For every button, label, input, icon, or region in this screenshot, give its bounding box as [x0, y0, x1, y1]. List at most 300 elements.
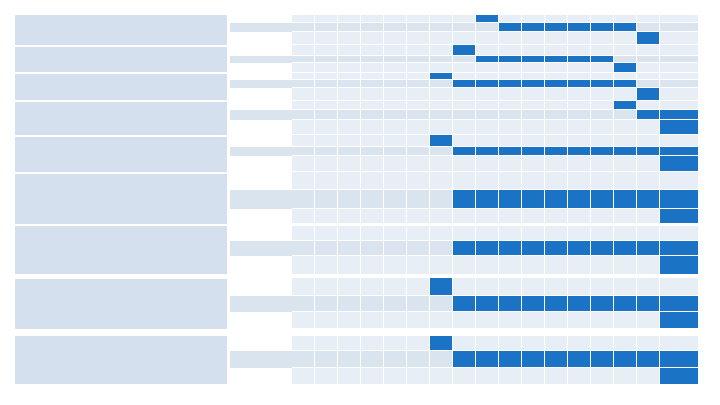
gantt-bar-cell [522, 23, 545, 32]
gantt-cell [522, 368, 545, 385]
gantt-bar-cell [637, 110, 660, 120]
gantt-bar-cell [545, 80, 568, 88]
gantt-cell [407, 101, 430, 110]
gantt-cell [292, 256, 315, 275]
gantt-cell [499, 312, 522, 329]
gantt-cell [384, 120, 407, 135]
gantt-bar-cell [453, 80, 476, 88]
gantt-cell [499, 256, 522, 275]
gantt-cell [660, 135, 699, 147]
gantt-cell [315, 88, 338, 101]
gantt-bar-cell [614, 241, 637, 256]
gantt-cell [568, 135, 591, 147]
gantt-cell [499, 226, 522, 241]
gantt-cell [522, 226, 545, 241]
gantt-cell [545, 312, 568, 329]
gantt-cell [384, 296, 407, 312]
gantt-cell [361, 80, 384, 88]
gantt-cell [637, 45, 660, 56]
gantt-cell [568, 278, 591, 296]
gantt-bar-cell [591, 190, 614, 209]
gantt-bar-cell [614, 190, 637, 209]
gantt-cell [361, 101, 384, 110]
gantt-cell [453, 312, 476, 329]
gantt-cell [476, 101, 499, 110]
gantt-bar-cell [637, 241, 660, 256]
phase-label [230, 241, 292, 256]
gantt-cell [430, 256, 453, 275]
gantt-cell [499, 101, 522, 110]
gantt-cell [660, 278, 699, 296]
gantt-cell [476, 63, 499, 73]
gantt-cell [568, 15, 591, 23]
gantt-cell [614, 73, 637, 80]
gantt-bar-cell [614, 23, 637, 32]
gantt-cell [522, 172, 545, 190]
gantt-cell [637, 80, 660, 88]
gantt-cell [545, 226, 568, 241]
gantt-cell [407, 45, 430, 56]
gantt-cell [499, 63, 522, 73]
gantt-cell [522, 156, 545, 172]
gantt-bar-cell [660, 110, 699, 120]
gantt-cell [591, 88, 614, 101]
gantt-cell [568, 172, 591, 190]
phase-label [230, 110, 292, 120]
phase-label [230, 172, 292, 190]
gantt-cell [614, 45, 637, 56]
gantt-cell [614, 56, 637, 63]
gantt-bar-cell [660, 120, 699, 135]
gantt-cell [407, 56, 430, 63]
gantt-cell [545, 45, 568, 56]
gantt-cell [545, 101, 568, 110]
gantt-cell [292, 32, 315, 45]
gantt-cell [338, 80, 361, 88]
gantt-cell [568, 312, 591, 329]
gantt-cell [568, 336, 591, 351]
gantt-bar-cell [476, 351, 499, 368]
gantt-cell [476, 45, 499, 56]
gantt-cell [361, 135, 384, 147]
gantt-cell [384, 45, 407, 56]
gantt-cell [568, 101, 591, 110]
gantt-cell [292, 56, 315, 63]
phase-label [230, 135, 292, 147]
gantt-cell [430, 241, 453, 256]
gantt-cell [453, 172, 476, 190]
gantt-cell [614, 209, 637, 224]
gantt-cell [614, 120, 637, 135]
gantt-cell [499, 156, 522, 172]
gantt-cell [361, 226, 384, 241]
gantt-cell [476, 156, 499, 172]
gantt-cell [338, 351, 361, 368]
phase-label [230, 63, 292, 73]
gantt-bar-cell [591, 56, 614, 63]
gantt-cell [499, 45, 522, 56]
gantt-cell [591, 278, 614, 296]
gantt-cell [430, 120, 453, 135]
phase-label [230, 351, 292, 368]
gantt-cell [545, 88, 568, 101]
gantt-cell [637, 312, 660, 329]
gantt-cell [361, 296, 384, 312]
gantt-cell [637, 209, 660, 224]
phase-label [230, 88, 292, 101]
gantt-cell [545, 73, 568, 80]
gantt-cell [338, 32, 361, 45]
gantt-cell [361, 351, 384, 368]
gantt-cell [522, 336, 545, 351]
gantt-cell [407, 110, 430, 120]
gantt-cell [637, 278, 660, 296]
gantt-cell [568, 88, 591, 101]
gantt-cell [407, 156, 430, 172]
gantt-bar-cell [430, 73, 453, 80]
gantt-cell [384, 32, 407, 45]
gantt-cell [338, 209, 361, 224]
gantt-cell [338, 241, 361, 256]
gantt-bar-cell [591, 351, 614, 368]
gantt-cell [660, 226, 699, 241]
gantt-bar-cell [453, 190, 476, 209]
gantt-cell [430, 80, 453, 88]
gantt-bar-cell [614, 63, 637, 73]
task-name [77, 226, 227, 274]
phase-label [230, 101, 292, 110]
gantt-cell [430, 88, 453, 101]
gantt-cell [453, 256, 476, 275]
gantt-bar-cell [568, 147, 591, 156]
gantt-bar-cell [476, 56, 499, 63]
gantt-cell [361, 63, 384, 73]
gantt-cell [476, 73, 499, 80]
gantt-cell [315, 135, 338, 147]
phase-label [230, 336, 292, 351]
gantt-bar-cell [476, 15, 499, 23]
gantt-cell [338, 101, 361, 110]
gantt-cell [499, 32, 522, 45]
gantt-cell [453, 336, 476, 351]
gantt-bar-cell [637, 32, 660, 45]
gantt-cell [292, 23, 315, 32]
gantt-cell [499, 15, 522, 23]
gantt-bar-cell [545, 190, 568, 209]
gantt-cell [338, 88, 361, 101]
gantt-cell [591, 256, 614, 275]
gantt-cell [338, 135, 361, 147]
gantt-cell [315, 190, 338, 209]
gantt-bar-cell [522, 56, 545, 63]
gantt-cell [660, 63, 699, 73]
phase-label [230, 15, 292, 23]
gantt-cell [407, 172, 430, 190]
gantt-cell [522, 312, 545, 329]
gantt-cell [522, 32, 545, 45]
gantt-cell [407, 296, 430, 312]
gantt-cell [591, 32, 614, 45]
gantt-cell [522, 278, 545, 296]
task-name [77, 15, 227, 45]
gantt-cell [568, 256, 591, 275]
gantt-cell [292, 226, 315, 241]
gantt-cell [637, 101, 660, 110]
gantt-cell [614, 156, 637, 172]
gantt-cell [476, 120, 499, 135]
gantt-bar-cell [476, 80, 499, 88]
gantt-cell [453, 88, 476, 101]
gantt-cell [315, 296, 338, 312]
gantt-cell [384, 101, 407, 110]
gantt-cell [292, 190, 315, 209]
gantt-cell [430, 190, 453, 209]
gantt-cell [430, 56, 453, 63]
gantt-cell [338, 172, 361, 190]
gantt-cell [522, 15, 545, 23]
phase-label [230, 190, 292, 209]
task-number [15, 336, 77, 384]
gantt-bar-cell [614, 296, 637, 312]
gantt-cell [430, 32, 453, 45]
gantt-bar-cell [499, 296, 522, 312]
gantt-cell [430, 172, 453, 190]
gantt-cell [384, 312, 407, 329]
gantt-cell [315, 312, 338, 329]
gantt-cell [522, 120, 545, 135]
gantt-cell [499, 88, 522, 101]
gantt-cell [338, 63, 361, 73]
gantt-cell [361, 56, 384, 63]
gantt-cell [476, 172, 499, 190]
gantt-cell [591, 135, 614, 147]
gantt-cell [384, 135, 407, 147]
task-number [15, 137, 77, 172]
gantt-cell [315, 56, 338, 63]
gantt-cell [407, 120, 430, 135]
gantt-bar-cell [499, 241, 522, 256]
gantt-cell [453, 32, 476, 45]
gantt-bar-cell [568, 241, 591, 256]
gantt-cell [614, 172, 637, 190]
phase-label [230, 256, 292, 275]
gantt-cell [614, 278, 637, 296]
gantt-cell [453, 73, 476, 80]
gantt-cell [430, 351, 453, 368]
gantt-cell [591, 73, 614, 80]
gantt-cell [591, 120, 614, 135]
gantt-cell [430, 296, 453, 312]
gantt-cell [453, 110, 476, 120]
gantt-cell [476, 256, 499, 275]
gantt-cell [430, 101, 453, 110]
gantt-bar-cell [591, 296, 614, 312]
gantt-cell [476, 336, 499, 351]
gantt-cell [361, 368, 384, 385]
gantt-cell [545, 209, 568, 224]
gantt-cell [338, 147, 361, 156]
gantt-cell [292, 88, 315, 101]
gantt-cell [660, 32, 699, 45]
task-name [77, 102, 227, 135]
gantt-cell [315, 172, 338, 190]
gantt-cell [384, 80, 407, 88]
gantt-cell [660, 336, 699, 351]
phase-label [230, 312, 292, 329]
gantt-cell [338, 256, 361, 275]
task-number [15, 47, 77, 72]
gantt-cell [568, 368, 591, 385]
gantt-cell [522, 45, 545, 56]
gantt-cell [660, 172, 699, 190]
gantt-cell [384, 241, 407, 256]
gantt-cell [338, 23, 361, 32]
gantt-cell [361, 32, 384, 45]
gantt-cell [407, 256, 430, 275]
gantt-cell [499, 110, 522, 120]
gantt-cell [568, 45, 591, 56]
gantt-cell [430, 63, 453, 73]
gantt-cell [453, 101, 476, 110]
gantt-cell [292, 241, 315, 256]
gantt-cell [338, 226, 361, 241]
gantt-cell [430, 312, 453, 329]
gantt-cell [361, 147, 384, 156]
gantt-cell [637, 336, 660, 351]
gantt-cell [522, 73, 545, 80]
task-name [77, 279, 227, 329]
gantt-cell [545, 15, 568, 23]
gantt-bar-cell [660, 256, 699, 275]
gantt-bar-cell [591, 23, 614, 32]
gantt-cell [315, 336, 338, 351]
gantt-bar-cell [568, 80, 591, 88]
gantt-bar-cell [614, 351, 637, 368]
gantt-cell [430, 209, 453, 224]
gantt-cell [338, 278, 361, 296]
gantt-cell [637, 226, 660, 241]
gantt-cell [660, 80, 699, 88]
gantt-cell [315, 351, 338, 368]
gantt-cell [292, 172, 315, 190]
task-number [15, 226, 77, 274]
task-number [15, 174, 77, 224]
gantt-bar-cell [660, 351, 699, 368]
gantt-cell [407, 226, 430, 241]
gantt-bar-cell [499, 351, 522, 368]
gantt-cell [591, 156, 614, 172]
gantt-cell [499, 278, 522, 296]
gantt-bar-cell [522, 147, 545, 156]
gantt-bar-cell [637, 147, 660, 156]
gantt-bar-cell [660, 209, 699, 224]
gantt-cell [660, 45, 699, 56]
gantt-cell [499, 135, 522, 147]
gantt-cell [476, 32, 499, 45]
gantt-cell [453, 120, 476, 135]
gantt-bar-cell [660, 312, 699, 329]
gantt-cell [292, 368, 315, 385]
gantt-cell [315, 101, 338, 110]
gantt-cell [591, 101, 614, 110]
task-name [77, 174, 227, 224]
gantt-cell [545, 278, 568, 296]
gantt-cell [453, 278, 476, 296]
gantt-cell [384, 88, 407, 101]
gantt-cell [315, 32, 338, 45]
gantt-cell [361, 45, 384, 56]
phase-label [230, 45, 292, 56]
gantt-cell [660, 101, 699, 110]
gantt-bar-cell [660, 190, 699, 209]
gantt-cell [407, 88, 430, 101]
gantt-cell [315, 15, 338, 23]
gantt-cell [522, 209, 545, 224]
gantt-cell [614, 368, 637, 385]
gantt-cell [384, 73, 407, 80]
gantt-bar-cell [545, 351, 568, 368]
gantt-cell [384, 110, 407, 120]
gantt-cell [476, 135, 499, 147]
gantt-cell [637, 73, 660, 80]
gantt-cell [361, 209, 384, 224]
gantt-cell [476, 23, 499, 32]
gantt-cell [407, 351, 430, 368]
gantt-cell [591, 226, 614, 241]
gantt-cell [545, 135, 568, 147]
gantt-cell [591, 110, 614, 120]
gantt-cell [338, 368, 361, 385]
gantt-cell [453, 156, 476, 172]
gantt-cell [407, 15, 430, 23]
gantt-cell [430, 23, 453, 32]
gantt-cell [292, 336, 315, 351]
gantt-bar-cell [614, 101, 637, 110]
gantt-cell [384, 23, 407, 32]
task-number [15, 74, 77, 100]
gantt-cell [499, 209, 522, 224]
phase-label [230, 209, 292, 224]
task-number [15, 102, 77, 135]
gantt-cell [568, 32, 591, 45]
gantt-cell [430, 147, 453, 156]
gantt-cell [338, 156, 361, 172]
gantt-cell [499, 120, 522, 135]
gantt-cell [384, 278, 407, 296]
gantt-cell [361, 73, 384, 80]
gantt-cell [361, 256, 384, 275]
gantt-cell [292, 63, 315, 73]
gantt-cell [361, 336, 384, 351]
gantt-cell [338, 296, 361, 312]
gantt-bar-cell [453, 296, 476, 312]
gantt-bar-cell [499, 23, 522, 32]
gantt-cell [522, 135, 545, 147]
gantt-cell [361, 88, 384, 101]
gantt-bar-cell [499, 190, 522, 209]
gantt-cell [591, 336, 614, 351]
gantt-cell [407, 336, 430, 351]
gantt-cell [453, 209, 476, 224]
gantt-cell [660, 88, 699, 101]
gantt-cell [660, 73, 699, 80]
phase-label [230, 368, 292, 385]
gantt-bar-cell [430, 278, 453, 296]
gantt-bar-cell [545, 23, 568, 32]
gantt-bar-cell [430, 135, 453, 147]
gantt-cell [292, 80, 315, 88]
gantt-cell [499, 172, 522, 190]
